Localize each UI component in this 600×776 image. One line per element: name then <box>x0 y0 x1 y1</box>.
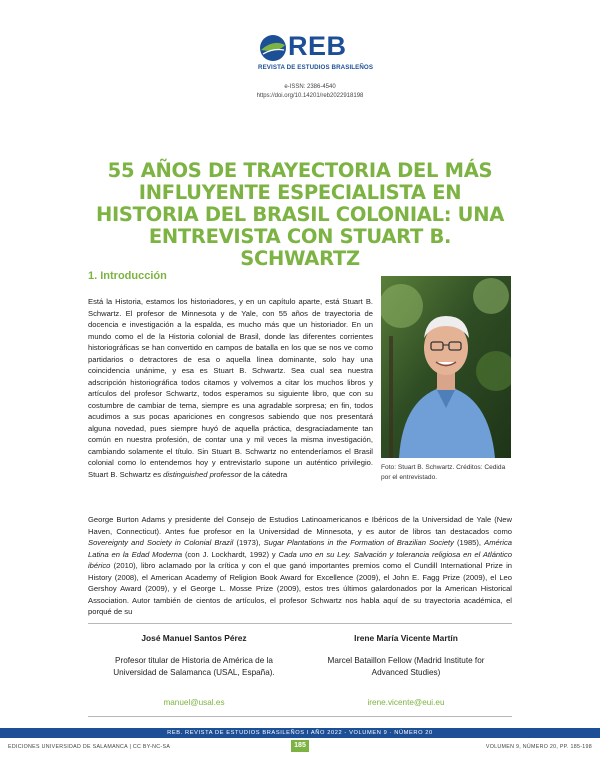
author-card-2 <box>300 633 512 707</box>
intro-text-tail: de la cátedra <box>243 469 288 479</box>
intro-text: Está la Historia, estamos los historiadores, y en un capítulo aparte, está Stuart B. Schwartz. El profesor de Minnesota y de Yale, con 55 años de trayectoria de docencia e investigación a la espalda, es mucho más que un historiador. En un mundo como el de la Historia colonial de Brasil, donde las diferentes corrientes historiográficas se han convertido en campos de batalla en los que se nos ve como partidarios o detractores de esa o aquella línea dominante, solo hay una coincidencia unánime, y esa es Stuart B. Schwartz. Sea cual sea nuestra adscripción historiográfica todos citamos y volvemos a citar los muchos libros y artículos del profesor Schwartz, todos esperamos su siguiente libro, que con su costumbre de cambiar de tema, siempre es una agradable sorpresa; en fin, todos acudimos a sus pocas apariciones en congresos sabiendo que nos presentará alguna novedad, pues siempre huyó de aquella práctica, desgraciadamente tan común en nuestra profesión, de contar una y mil veces la misma investigación, cambiando solamente el título. Sin Stuart B. Schwartz no entenderíamos el Brasil colonial como lo entendemos hoy y entrevistarlo supone un auténtico privilegio. Stuart B. Schwartz es <box>88 297 373 479</box>
body-text: (1985), <box>456 538 482 547</box>
globe-icon <box>258 33 288 63</box>
author-affiliation: Profesor titular de Historia de América de la Universidad de Salamanca (USAL, España). <box>113 656 275 677</box>
journal-identifiers <box>220 83 400 101</box>
body-text: (con J. Lockhardt, 1992) y <box>184 549 276 559</box>
portrait-image <box>381 276 511 458</box>
author-name: Irene María Vicente Martín <box>354 633 458 643</box>
author-name: José Manuel Santos Pérez <box>141 633 247 643</box>
body-text: George Burton Adams y presidente del Consejo de Estudios Latinoamericanos e Ibéricos de la Universidad de Yale (New Haven, Connecticut). Antes fue profesor en la Universidad de Minnesota, y es autor de libros tan destacados como <box>88 515 512 536</box>
doi-link[interactable]: https://doi.org/10.14201/reb2022918198 <box>256 93 364 99</box>
emphasis-distinguished: distinguished professor <box>163 469 242 479</box>
book-title: Cada uno en su Ley. Salvación y tolerancia religiosa en el Atlántico ibérico <box>88 549 512 570</box>
author-email[interactable]: manuel@usal.es <box>163 698 225 707</box>
article-title: 55 AÑOS DE TRAYECTORIA DEL MÁS INFLUYENTE ESPECIALISTA EN HISTORIA DEL BRASIL COLONIAL: UNA ENTREVISTA CON STUART B. SCHWARTZ <box>95 159 505 270</box>
body-text: (1973), <box>236 538 261 547</box>
photo-caption: Foto: Stuart B. Schwartz. Créditos: Cedida por el entrevistado. <box>381 464 506 481</box>
author-affiliation: Marcel Bataillon Fellow (Madrid Institute for Advanced Studies) <box>327 656 485 677</box>
author-box-top-rule <box>88 623 512 624</box>
volume-footer: VOLUMEN 9, NÚMERO 20, PP. 185-198 <box>485 744 592 750</box>
publisher-footer: EDICIONES UNIVERSIDAD DE SALAMANCA | CC BY-NC-SA <box>8 744 171 750</box>
author-card-1 <box>88 633 300 707</box>
author-box-bottom-rule <box>88 716 512 717</box>
intro-paragraph-column <box>88 296 373 480</box>
portrait-photo <box>381 276 511 458</box>
book-title: América Latina en la Edad Moderna <box>88 538 512 559</box>
page-number: 185 <box>291 740 309 752</box>
book-title: Sugar Plantations in the Formation of Brazilian Society <box>263 538 454 547</box>
body-text: (2010), libro aclamado por la crítica y con el que ganó importantes premios como el Cundill International Prize in History (2008), el American Academy of Religion Book Award for Excellence (2009), el John E. Fagg Prize (2009), el Leo Gershoy Award (2009), y el George L. Mosse Prize (2009), estos tres últimos galardonados por la American Historical Association. Autor también de cientos de artículos, el profesor Schwartz nos habla aquí de su trayectoria académica, el porqué de su <box>88 561 512 616</box>
book-title: Sovereignty and Society in Colonial Brazil <box>88 538 234 547</box>
author-email[interactable]: irene.vicente@eui.eu <box>367 698 445 707</box>
intro-paragraph-full <box>88 514 512 618</box>
logo-subtitle: REVISTA DE ESTUDIOS BRASILEÑOS <box>258 64 374 71</box>
journal-logo <box>258 33 378 77</box>
eissn: e-ISSN: 2386-4540 <box>284 84 336 90</box>
section-heading: 1. Introducción <box>88 270 167 282</box>
logo-text: REB <box>288 31 347 61</box>
journal-footer-band: REB. REVISTA DE ESTUDIOS BRASILEÑOS I AÑO 2022 - VOLUMEN 9 · NÚMERO 20 <box>0 728 600 738</box>
